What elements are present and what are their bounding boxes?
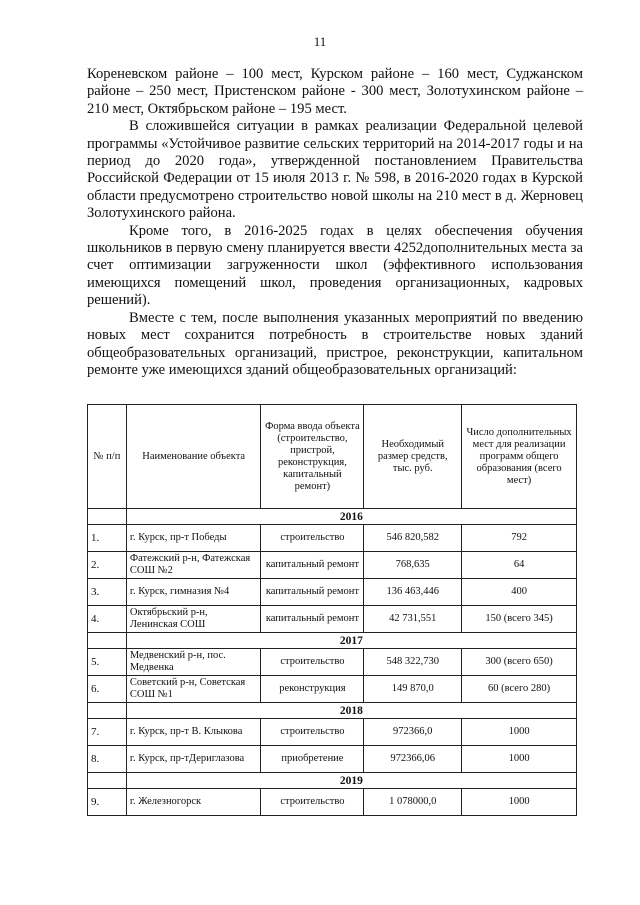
header-form: Форма ввода объекта (строительство, пристрой, реконструкция, капитальный ремонт) xyxy=(261,405,364,509)
year-label: 2018 xyxy=(126,703,576,719)
page-number: 11 xyxy=(313,34,327,49)
cell-num: 6. xyxy=(88,676,127,703)
cell-name: г. Железногорск xyxy=(126,789,261,816)
cell-form: капитальный ремонт xyxy=(261,552,364,579)
cell-places: 400 xyxy=(462,579,577,606)
cell-num: 8. xyxy=(88,746,127,773)
cell-num: 4. xyxy=(88,606,127,633)
cell-num: 1. xyxy=(88,525,127,552)
cell-form: приобретение xyxy=(261,746,364,773)
table-row xyxy=(88,552,577,579)
year-label: 2016 xyxy=(126,509,576,525)
cell-form: строительство xyxy=(261,789,364,816)
year-label: 2019 xyxy=(126,773,576,789)
cell-places: 64 xyxy=(462,552,577,579)
cell-name: г. Курск, гимназия №4 xyxy=(126,579,261,606)
cell-form: строительство xyxy=(261,525,364,552)
cell-name: Советский р-н, Советская СОШ №1 xyxy=(126,676,261,703)
cell-form: строительство xyxy=(261,649,364,676)
cell-name: г. Курск, пр-т Победы xyxy=(126,525,261,552)
cell-money: 149 870,0 xyxy=(364,676,462,703)
paragraph-districts: Кореневском районе – 100 мест, Курском районе – 160 мест, Суджанском районе – 250 мест, Пристенском районе - 300 мест, Золотухинском районе – 210 мест, Октябрьском районе – 195 мест. xyxy=(87,66,583,117)
cell-money: 546 820,582 xyxy=(364,525,462,552)
year-row xyxy=(88,703,577,719)
year-row xyxy=(88,773,577,789)
cell-places: 1000 xyxy=(462,719,577,746)
cell-money: 136 463,446 xyxy=(364,579,462,606)
paragraph-remaining-need: Вместе с тем, после выполнения указанных мероприятий по введению новых мест сохранится потребность в строительстве новых зданий общеобразовательных организаций, пристрое, реконструкции, капитальном ремонте уже имеющихся зданий общеобразовательных организаций: xyxy=(87,309,583,378)
cell-name: Фатежский р-н, Фатежская СОШ №2 xyxy=(126,552,261,579)
cell-money: 548 322,730 xyxy=(364,649,462,676)
header-money: Необходимый размер средств, тыс. руб. xyxy=(364,405,462,509)
header-num: № п/п xyxy=(88,405,127,509)
cell-places: 1000 xyxy=(462,746,577,773)
body-text xyxy=(87,66,583,379)
cell-money: 42 731,551 xyxy=(364,606,462,633)
cell-places: 300 (всего 650) xyxy=(462,649,577,676)
header-places: Число дополнительных мест для реализации программ общего образования (всего мест) xyxy=(462,405,577,509)
table-row xyxy=(88,676,577,703)
cell-num: 3. xyxy=(88,579,127,606)
objects-table xyxy=(87,404,577,816)
cell-money: 768,635 xyxy=(364,552,462,579)
table-row xyxy=(88,579,577,606)
cell-places: 60 (всего 280) xyxy=(462,676,577,703)
cell-name: г. Курск, пр-т В. Клыкова xyxy=(126,719,261,746)
cell-form: реконструкция xyxy=(261,676,364,703)
cell-form: капитальный ремонт xyxy=(261,579,364,606)
cell-num: 9. xyxy=(88,789,127,816)
cell-name: г. Курск, пр-тДериглазова xyxy=(126,746,261,773)
cell-money: 972366,0 xyxy=(364,719,462,746)
table-row xyxy=(88,746,577,773)
table-row xyxy=(88,719,577,746)
cell-places: 150 (всего 345) xyxy=(462,606,577,633)
cell-name: Октябрьский р-н, Ленинская СОШ xyxy=(126,606,261,633)
cell-money: 1 078000,0 xyxy=(364,789,462,816)
cell-money: 972366,06 xyxy=(364,746,462,773)
cell-form: капитальный ремонт xyxy=(261,606,364,633)
cell-places: 792 xyxy=(462,525,577,552)
table-row xyxy=(88,606,577,633)
cell-places: 1000 xyxy=(462,789,577,816)
cell-name: Медвенский р-н, пос. Медвенка xyxy=(126,649,261,676)
year-row xyxy=(88,633,577,649)
table-row xyxy=(88,649,577,676)
header-name: Наименование объекта xyxy=(126,405,261,509)
table-row xyxy=(88,789,577,816)
paragraph-federal-program: В сложившейся ситуации в рамках реализации Федеральной целевой программы «Устойчивое развитие сельских территорий на 2014-2017 годы и на период до 2020 года», утвержденной постановлением Правительства Российской Федерации от 15 июля 2013 г. № 598, в 2016-2020 годах в Курской области предусмотрено строительство новой школы на 210 мест в д. Жерновец Золотухинского района. xyxy=(87,118,583,222)
paragraph-first-shift: Кроме того, в 2016-2025 годах в целях обеспечения обучения школьников в первую смену планируется ввести 4252дополнительных места за счет оптимизации загруженности школ (эффективного использования имеющихся помещений школ, проведения организационных, кадровых решений). xyxy=(87,222,583,309)
cell-num: 2. xyxy=(88,552,127,579)
year-label: 2017 xyxy=(126,633,576,649)
table-header-row xyxy=(88,405,577,509)
cell-form: строительство xyxy=(261,719,364,746)
year-row xyxy=(88,509,577,525)
table-row xyxy=(88,525,577,552)
cell-num: 7. xyxy=(88,719,127,746)
cell-num: 5. xyxy=(88,649,127,676)
